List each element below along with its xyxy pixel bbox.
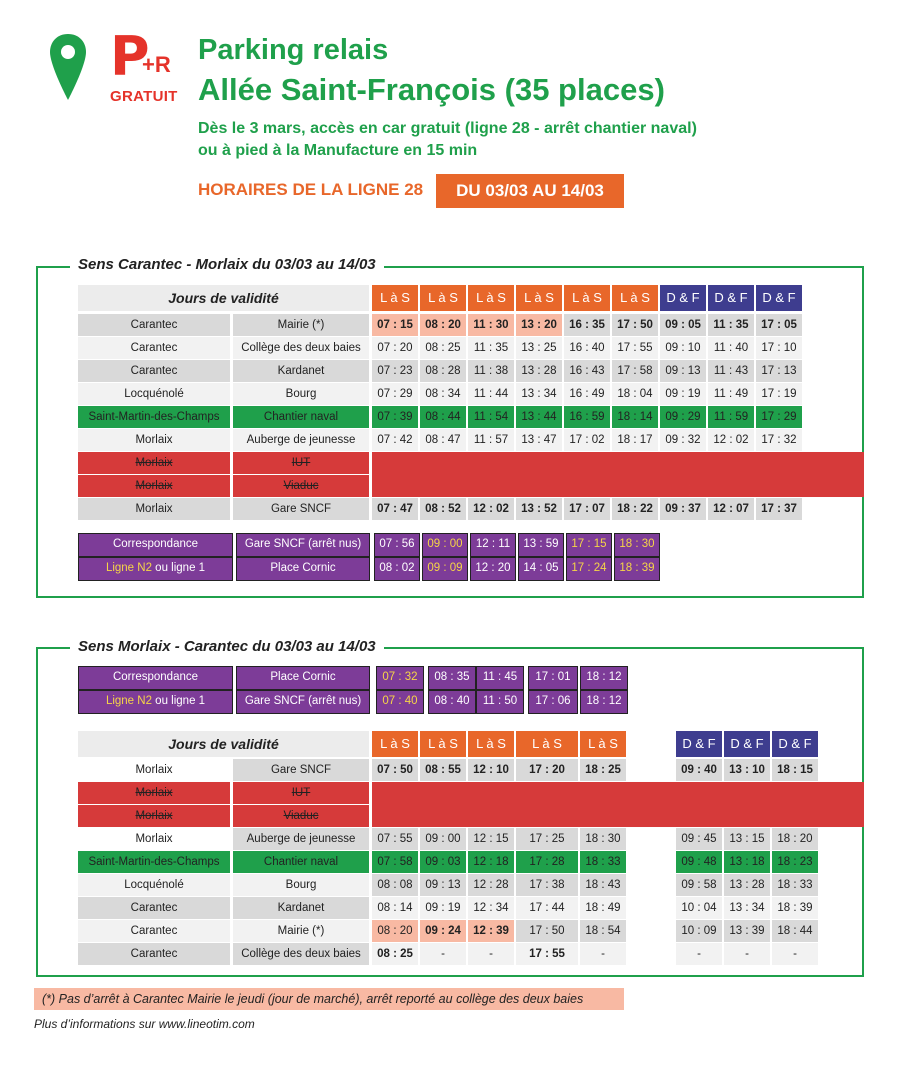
time-cell: 18 : 23 [772, 851, 818, 873]
corr-time: 07 : 56 [374, 533, 420, 557]
time-cell: 09 : 24 [420, 920, 466, 942]
stop-name: Kardanet [233, 897, 369, 919]
time-cell: 17 : 55 [612, 337, 658, 359]
time-cell: 09 : 19 [420, 897, 466, 919]
time-cell: 17 : 05 [756, 314, 802, 336]
time-cell: 16 : 35 [564, 314, 610, 336]
page-title: Parking relais [198, 34, 389, 66]
time-cell: 11 : 49 [708, 383, 754, 405]
time-cell: 08 : 14 [372, 897, 418, 919]
time-cell: 07 : 55 [372, 828, 418, 850]
cancelled-stops-bar [372, 452, 864, 497]
day-header: L à S [516, 731, 578, 757]
corr-line-name: Correspondance [112, 538, 199, 550]
time-cell: 16 : 40 [564, 337, 610, 359]
time-cell: 08 : 20 [420, 314, 466, 336]
time-cell: 09 : 03 [420, 851, 466, 873]
corr-stop: Gare SNCF (arrêt nus) [236, 690, 370, 714]
page-subtitle: Allée Saint-François (35 places) [198, 72, 665, 107]
corr-time: 14 : 05 [518, 557, 564, 581]
corr-stop: Place Cornic [236, 557, 370, 581]
corr-line-name: Ligne N2 [105, 695, 152, 707]
stop-city: Morlaix [78, 429, 230, 451]
stop-name: Chantier naval [233, 851, 369, 873]
time-cell: 08 : 34 [420, 383, 466, 405]
stop-name: Mairie (*) [233, 314, 369, 336]
corr-time: 08 : 35 [428, 666, 476, 690]
time-cell: 18 : 30 [580, 828, 626, 850]
day-header: D & F [724, 731, 770, 757]
time-cell: 18 : 54 [580, 920, 626, 942]
stop-city: Morlaix [78, 805, 230, 827]
corr-time: 17 : 01 [528, 666, 578, 690]
time-cell: 17 : 02 [564, 429, 610, 451]
time-cell: 09 : 13 [420, 874, 466, 896]
corr-time: 11 : 50 [476, 690, 524, 714]
stop-city: Morlaix [78, 759, 230, 781]
corr-line-alt: ou ligne 1 [151, 562, 206, 574]
map-pin-icon [48, 32, 88, 102]
stop-city: Carantec [78, 360, 230, 382]
time-cell: 09 : 19 [660, 383, 706, 405]
time-cell: 11 : 44 [468, 383, 514, 405]
time-cell: 13 : 34 [516, 383, 562, 405]
time-cell: 08 : 25 [372, 943, 418, 965]
corr-stop: Place Cornic [236, 666, 370, 690]
time-cell: 13 : 44 [516, 406, 562, 428]
stop-name: IUT [233, 452, 369, 474]
time-cell: - [676, 943, 722, 965]
stop-name: Gare SNCF [233, 759, 369, 781]
stop-city: Carantec [78, 943, 230, 965]
stop-name: Auberge de jeunesse [233, 429, 369, 451]
corr-time: 18 : 39 [614, 557, 660, 581]
time-cell: - [420, 943, 466, 965]
stop-city: Morlaix [78, 475, 230, 497]
corr-time: 11 : 45 [476, 666, 524, 690]
stop-name: Viaduc [233, 805, 369, 827]
stop-city: Locquénolé [78, 874, 230, 896]
time-cell: 16 : 49 [564, 383, 610, 405]
corr-time: 07 : 40 [376, 690, 424, 714]
day-header: L à S [564, 285, 610, 311]
time-cell: 08 : 47 [420, 429, 466, 451]
time-cell: 11 : 54 [468, 406, 514, 428]
time-cell: 18 : 22 [612, 498, 658, 520]
time-cell: 08 : 08 [372, 874, 418, 896]
time-cell: 17 : 20 [516, 759, 578, 781]
dates-badge: DU 03/03 AU 14/03 [436, 174, 624, 208]
time-cell: 07 : 15 [372, 314, 418, 336]
time-cell: 11 : 30 [468, 314, 514, 336]
stop-city: Saint-Martin-des-Champs [78, 406, 230, 428]
stop-name: Chantier naval [233, 406, 369, 428]
stop-name: Collège des deux baies [233, 337, 369, 359]
time-cell: 13 : 18 [724, 851, 770, 873]
time-cell: 18 : 39 [772, 897, 818, 919]
day-header: D & F [676, 731, 722, 757]
jours-header: Jours de validité [78, 285, 369, 311]
time-cell: 17 : 58 [612, 360, 658, 382]
time-cell: 07 : 50 [372, 759, 418, 781]
stop-city: Carantec [78, 337, 230, 359]
corr-time: 17 : 06 [528, 690, 578, 714]
time-cell: 18 : 33 [772, 874, 818, 896]
time-cell: 12 : 28 [468, 874, 514, 896]
stop-name: Kardanet [233, 360, 369, 382]
stop-name: Gare SNCF [233, 498, 369, 520]
time-cell: 13 : 25 [516, 337, 562, 359]
corr-line [78, 533, 233, 557]
time-cell: 13 : 20 [516, 314, 562, 336]
time-cell: 09 : 05 [660, 314, 706, 336]
time-cell: 16 : 43 [564, 360, 610, 382]
pr-logo-p: P [110, 25, 150, 88]
time-cell: 09 : 10 [660, 337, 706, 359]
stop-city: Carantec [78, 920, 230, 942]
time-cell: 07 : 23 [372, 360, 418, 382]
stop-city: Morlaix [78, 782, 230, 804]
time-cell: 11 : 38 [468, 360, 514, 382]
section2-title: Sens Morlaix - Carantec du 03/03 au 14/03 [70, 638, 384, 655]
day-header: L à S [516, 285, 562, 311]
corr-time: 12 : 11 [470, 533, 516, 557]
day-header: L à S [580, 731, 626, 757]
time-cell: 18 : 43 [580, 874, 626, 896]
time-cell: 13 : 28 [724, 874, 770, 896]
corr-line [78, 666, 233, 690]
time-cell: 11 : 57 [468, 429, 514, 451]
corr-time: 18 : 12 [580, 690, 628, 714]
stop-name: IUT [233, 782, 369, 804]
time-cell: 13 : 39 [724, 920, 770, 942]
time-cell: 09 : 00 [420, 828, 466, 850]
time-cell: - [580, 943, 626, 965]
corr-time: 08 : 02 [374, 557, 420, 581]
time-cell: 10 : 09 [676, 920, 722, 942]
time-cell: 09 : 13 [660, 360, 706, 382]
corr-time: 12 : 20 [470, 557, 516, 581]
corr-time: 18 : 12 [580, 666, 628, 690]
time-cell: 11 : 35 [468, 337, 514, 359]
day-header: L à S [468, 731, 514, 757]
time-cell: 07 : 47 [372, 498, 418, 520]
day-header: D & F [756, 285, 802, 311]
day-header: D & F [660, 285, 706, 311]
time-cell: - [724, 943, 770, 965]
time-cell: 07 : 39 [372, 406, 418, 428]
time-cell: 17 : 38 [516, 874, 578, 896]
time-cell: 09 : 29 [660, 406, 706, 428]
day-header: L à S [612, 285, 658, 311]
section1-title: Sens Carantec - Morlaix du 03/03 au 14/03 [70, 256, 384, 273]
time-cell: 10 : 04 [676, 897, 722, 919]
time-cell: 11 : 59 [708, 406, 754, 428]
stop-name: Mairie (*) [233, 920, 369, 942]
time-cell: 08 : 28 [420, 360, 466, 382]
stop-city: Carantec [78, 897, 230, 919]
time-cell: 12 : 39 [468, 920, 514, 942]
stop-city: Morlaix [78, 828, 230, 850]
time-cell: 17 : 37 [756, 498, 802, 520]
corr-time: 18 : 30 [614, 533, 660, 557]
time-cell: 13 : 10 [724, 759, 770, 781]
corr-line [78, 557, 233, 581]
stop-city: Saint-Martin-des-Champs [78, 851, 230, 873]
time-cell: 12 : 18 [468, 851, 514, 873]
jours-header: Jours de validité [78, 731, 369, 757]
day-header: L à S [420, 285, 466, 311]
time-cell: 12 : 10 [468, 759, 514, 781]
pr-logo-gratuit: GRATUIT [110, 88, 178, 105]
time-cell: 09 : 58 [676, 874, 722, 896]
time-cell: 18 : 14 [612, 406, 658, 428]
time-cell: 18 : 04 [612, 383, 658, 405]
stop-city: Morlaix [78, 498, 230, 520]
time-cell: 07 : 58 [372, 851, 418, 873]
time-cell: 17 : 07 [564, 498, 610, 520]
time-cell: 18 : 17 [612, 429, 658, 451]
stop-name: Auberge de jeunesse [233, 828, 369, 850]
time-cell: 08 : 52 [420, 498, 466, 520]
pr-logo-plus: +R [142, 52, 171, 77]
cancelled-stops-bar [372, 782, 864, 827]
time-cell: 08 : 55 [420, 759, 466, 781]
stop-name: Viaduc [233, 475, 369, 497]
stop-city: Morlaix [78, 452, 230, 474]
time-cell: 17 : 32 [756, 429, 802, 451]
stop-city: Carantec [78, 314, 230, 336]
time-cell: 12 : 02 [468, 498, 514, 520]
stop-city: Locquénolé [78, 383, 230, 405]
time-cell: 17 : 44 [516, 897, 578, 919]
day-header: L à S [420, 731, 466, 757]
time-cell: 12 : 07 [708, 498, 754, 520]
corr-time: 07 : 32 [376, 666, 424, 690]
time-cell: 17 : 29 [756, 406, 802, 428]
access-info-2: ou à pied à la Manufacture en 15 min [198, 142, 478, 159]
time-cell: 09 : 40 [676, 759, 722, 781]
time-cell: 08 : 44 [420, 406, 466, 428]
time-cell: 17 : 50 [612, 314, 658, 336]
time-cell: 17 : 13 [756, 360, 802, 382]
day-header: D & F [708, 285, 754, 311]
time-cell: 17 : 50 [516, 920, 578, 942]
time-cell: 08 : 25 [420, 337, 466, 359]
time-cell: 13 : 34 [724, 897, 770, 919]
time-cell: 13 : 28 [516, 360, 562, 382]
time-cell: 09 : 45 [676, 828, 722, 850]
time-cell: 11 : 35 [708, 314, 754, 336]
time-cell: 18 : 44 [772, 920, 818, 942]
time-cell: 18 : 49 [580, 897, 626, 919]
time-cell: 12 : 15 [468, 828, 514, 850]
time-cell: 12 : 02 [708, 429, 754, 451]
time-cell: 18 : 25 [580, 759, 626, 781]
time-cell: 07 : 20 [372, 337, 418, 359]
time-cell: 12 : 34 [468, 897, 514, 919]
corr-time: 13 : 59 [518, 533, 564, 557]
time-cell: 11 : 40 [708, 337, 754, 359]
time-cell: 16 : 59 [564, 406, 610, 428]
time-cell: 17 : 55 [516, 943, 578, 965]
time-cell: 18 : 20 [772, 828, 818, 850]
time-cell: 17 : 10 [756, 337, 802, 359]
time-cell: 13 : 15 [724, 828, 770, 850]
day-header: L à S [468, 285, 514, 311]
stop-name: Bourg [233, 383, 369, 405]
time-cell: 09 : 37 [660, 498, 706, 520]
access-info-1: Dès le 3 mars, accès en car gratuit (ligne 28 - arrêt chantier naval) [198, 120, 697, 137]
time-cell: 17 : 28 [516, 851, 578, 873]
time-cell: - [772, 943, 818, 965]
corr-line-alt: ou ligne 1 [151, 695, 206, 707]
time-cell: 09 : 48 [676, 851, 722, 873]
more-info: Plus d’informations sur www.lineotim.com [34, 1017, 255, 1031]
day-header: L à S [372, 285, 418, 311]
day-header: L à S [372, 731, 418, 757]
time-cell: 13 : 52 [516, 498, 562, 520]
time-cell: - [468, 943, 514, 965]
stop-name: Bourg [233, 874, 369, 896]
time-cell: 18 : 15 [772, 759, 818, 781]
time-cell: 13 : 47 [516, 429, 562, 451]
stop-name: Collège des deux baies [233, 943, 369, 965]
corr-stop: Gare SNCF (arrêt nus) [236, 533, 370, 557]
corr-time: 08 : 40 [428, 690, 476, 714]
time-cell: 07 : 42 [372, 429, 418, 451]
day-header: D & F [772, 731, 818, 757]
corr-time: 09 : 09 [422, 557, 468, 581]
time-cell: 11 : 43 [708, 360, 754, 382]
corr-line [78, 690, 233, 714]
corr-line-name: Ligne N2 [105, 562, 152, 574]
corr-time: 17 : 24 [566, 557, 612, 581]
corr-time: 17 : 15 [566, 533, 612, 557]
time-cell: 17 : 25 [516, 828, 578, 850]
time-cell: 07 : 29 [372, 383, 418, 405]
corr-line-name: Correspondance [112, 671, 199, 683]
horaires-label: HORAIRES DE LA LIGNE 28 [198, 180, 424, 199]
time-cell: 17 : 19 [756, 383, 802, 405]
time-cell: 08 : 20 [372, 920, 418, 942]
corr-time: 09 : 00 [422, 533, 468, 557]
time-cell: 09 : 32 [660, 429, 706, 451]
time-cell: 18 : 33 [580, 851, 626, 873]
footnote: (*) Pas d’arrêt à Carantec Mairie le jeudi (jour de marché), arrêt reporté au collège des deux baies [34, 988, 624, 1010]
